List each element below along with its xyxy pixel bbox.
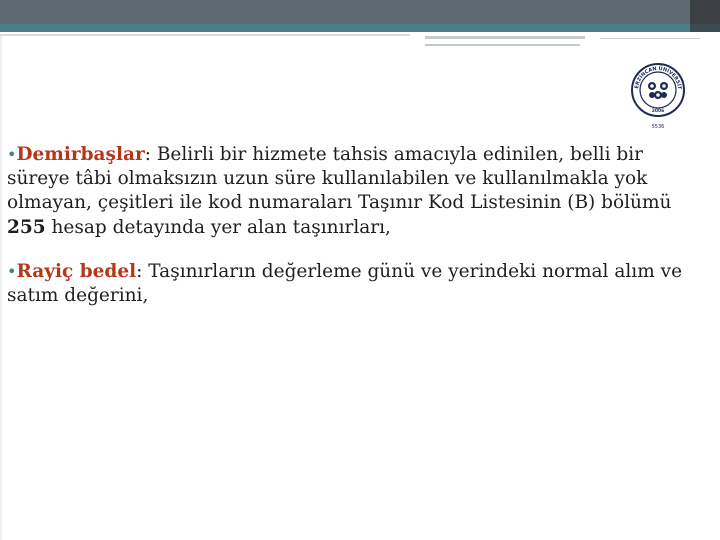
account-number: 255 xyxy=(7,216,46,238)
accent-line xyxy=(425,44,580,46)
top-bar-dark xyxy=(0,0,690,24)
svg-text:ERZİNCAN ÜNİVERSİTESİ: ERZİNCAN ÜNİVERSİT xyxy=(634,65,683,90)
paragraph-demirbaslar xyxy=(7,143,707,240)
svg-text:2006: 2006 xyxy=(651,109,665,114)
svg-text:5536: 5536 xyxy=(651,124,665,130)
term-rayic-bedel: Rayiç bedel xyxy=(16,260,137,282)
teal-band-corner xyxy=(690,24,720,32)
accent-line xyxy=(0,34,410,36)
university-seal-icon xyxy=(630,62,686,132)
top-bar-corner xyxy=(690,0,720,24)
teal-band xyxy=(0,24,720,32)
accent-line xyxy=(600,38,700,39)
definition-text: : Taşınırların değerleme günü ve yerindeki normal alım ve satım değerini, xyxy=(7,260,683,307)
left-edge xyxy=(0,36,2,540)
bullet: • xyxy=(7,261,17,281)
definition-text-end: hesap detayında yer alan taşınırları, xyxy=(45,216,391,238)
bullet: • xyxy=(7,145,17,164)
slide-body xyxy=(7,143,707,328)
definition-text: : Belirli bir hizmete tahsis amacıyla edinilen, belli bir süreye tâbi olmaksızın uzun süre kullanılabilen ve kullanılmakla yok olmayan, çeşitleri ile kod numaraları Taşınır Kod Listesinin (B) bölümü xyxy=(7,144,672,214)
term-demirbaslar: Demirbaşlar xyxy=(16,144,145,165)
paragraph-rayic-bedel xyxy=(7,260,707,308)
accent-line xyxy=(425,36,585,39)
